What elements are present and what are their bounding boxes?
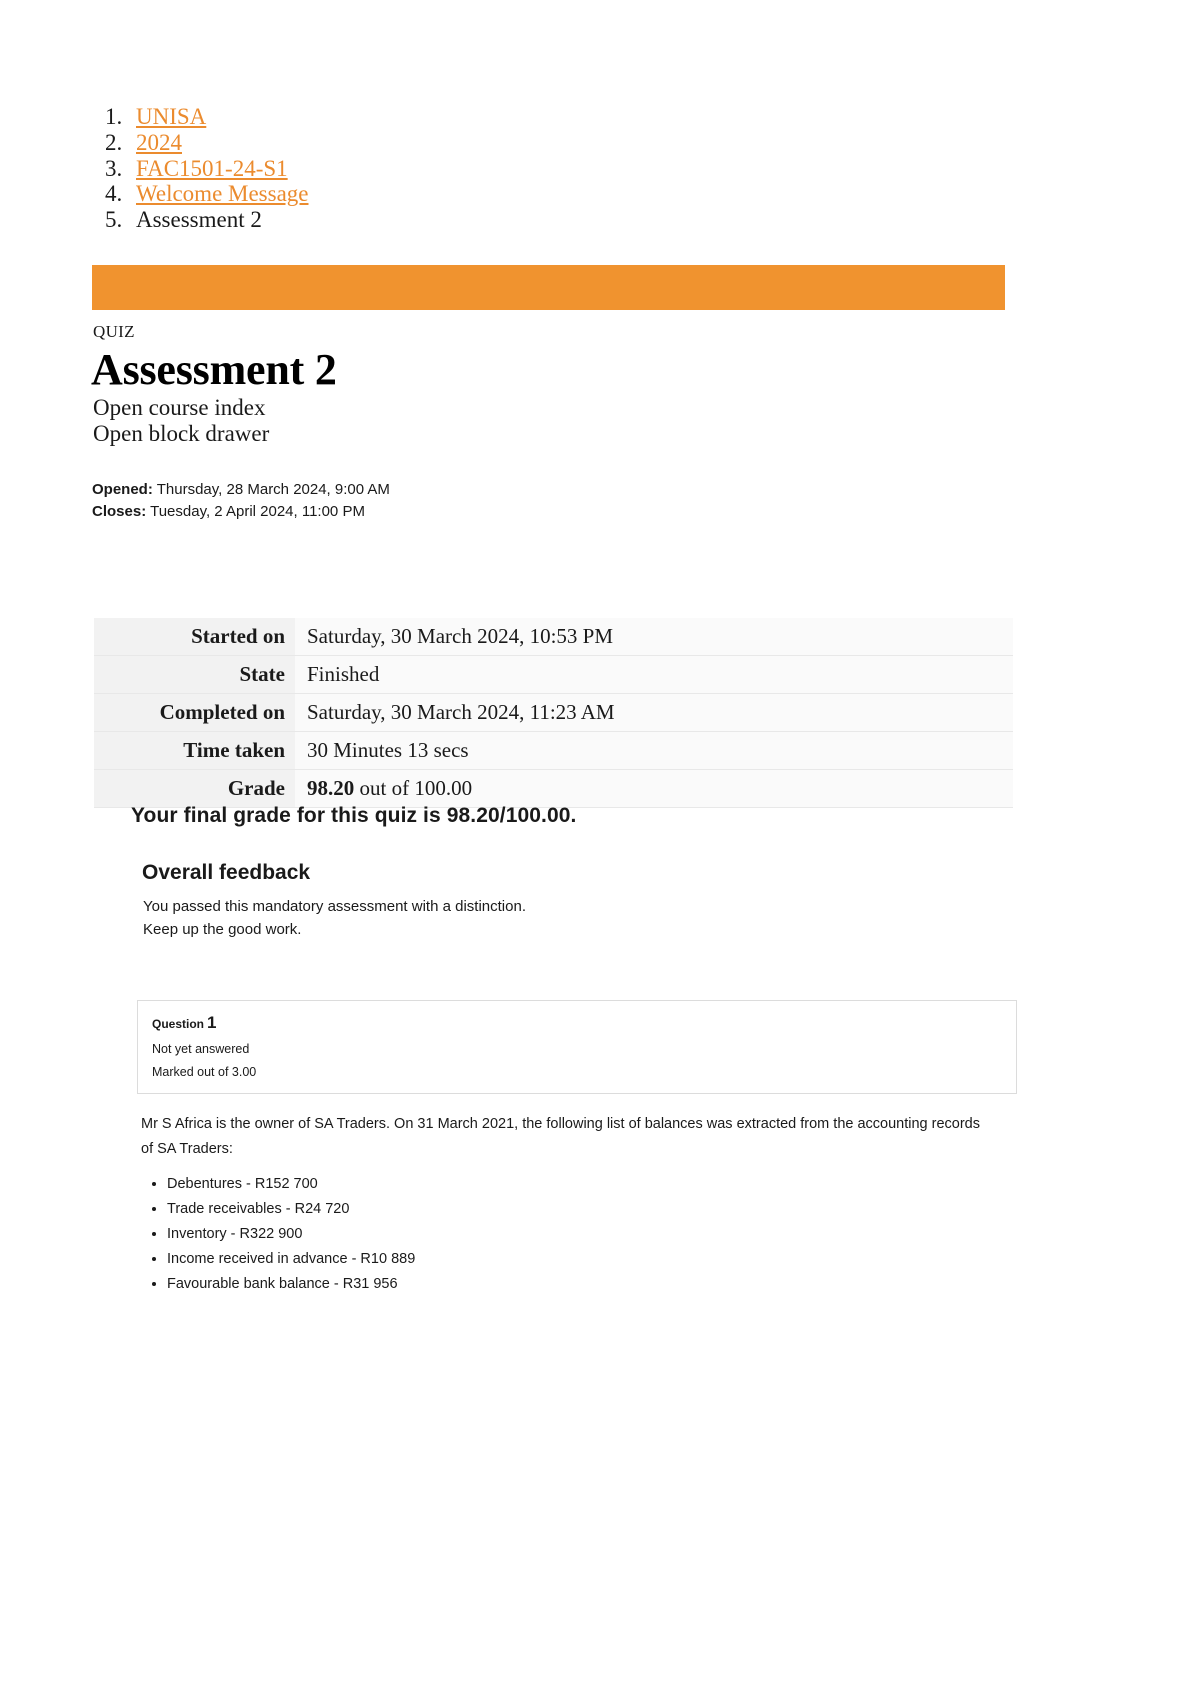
quiz-opened-label: Opened:	[92, 481, 153, 498]
table-row	[94, 770, 1013, 808]
quiz-closes-label: Closes:	[92, 503, 147, 520]
question-content	[141, 1112, 991, 1299]
breadcrumb-item-unisa[interactable]	[128, 104, 1012, 130]
table-row	[94, 694, 1013, 732]
question-status: Not yet answered	[152, 1042, 250, 1056]
question-info-box	[137, 1000, 1017, 1094]
table-row	[94, 656, 1013, 694]
quiz-closes-value: Tuesday, 2 April 2024, 11:00 PM	[150, 503, 365, 520]
breadcrumb-link-course[interactable]: FAC1501-24-S1	[136, 155, 288, 181]
summary-value-time-taken: 30 Minutes 13 secs	[295, 732, 1013, 770]
table-row	[94, 732, 1013, 770]
feedback-line: You passed this mandatory assessment with a distinction.	[143, 898, 526, 915]
open-course-index-link[interactable]: Open course index	[93, 395, 266, 420]
open-block-drawer-link[interactable]: Open block drawer	[93, 421, 270, 446]
page-header-banner	[92, 265, 1005, 310]
list-item: • Inventory - R322 900	[167, 1224, 991, 1249]
list-item: • Favourable bank balance - R31 956	[167, 1274, 991, 1299]
summary-value-state: Finished	[295, 656, 1013, 694]
breadcrumb-item-2024[interactable]	[128, 130, 1012, 156]
attempt-summary-table	[94, 618, 1013, 808]
page-title: Assessment 2	[91, 345, 337, 394]
breadcrumb	[92, 104, 1012, 233]
summary-value-started-on: Saturday, 30 March 2024, 10:53 PM	[295, 618, 1013, 656]
breadcrumb-item-course[interactable]	[128, 156, 1012, 182]
quiz-opened-value: Thursday, 28 March 2024, 9:00 AM	[156, 481, 390, 498]
summary-value-completed-on: Saturday, 30 March 2024, 11:23 AM	[295, 694, 1013, 732]
summary-label-completed-on: Completed on	[94, 694, 295, 732]
grade-out-of: out of 100.00	[354, 776, 473, 800]
question-number-line	[152, 1013, 1002, 1033]
summary-label-grade: Grade	[94, 770, 295, 808]
balances-list	[141, 1174, 991, 1299]
summary-label-started-on: Started on	[94, 618, 295, 656]
breadcrumb-link-welcome-message[interactable]: Welcome Message	[136, 181, 309, 207]
overall-feedback-body	[143, 896, 526, 941]
list-item: • Debentures - R152 700	[167, 1174, 991, 1199]
feedback-line: Keep up the good work.	[143, 920, 302, 938]
question-number-label: Question	[152, 1017, 205, 1031]
summary-label-time-taken: Time taken	[94, 732, 295, 770]
grade-score: 98.20	[307, 776, 355, 800]
breadcrumb-link-2024[interactable]: 2024	[136, 129, 182, 155]
activity-type-label: QUIZ	[93, 322, 135, 341]
quiz-availability-dates	[92, 479, 390, 523]
summary-value-grade	[295, 770, 1013, 808]
breadcrumb-link-unisa[interactable]: UNISA	[136, 104, 207, 129]
quiz-closes-row	[92, 501, 390, 523]
breadcrumb-item-welcome-message[interactable]	[128, 181, 1012, 207]
question-stem: Mr S Africa is the owner of SA Traders. On 31 March 2021, the following list of balances was extracted from the accounting records of SA Traders:	[141, 1116, 980, 1157]
table-row	[94, 618, 1013, 656]
quiz-opened-row	[92, 479, 390, 501]
summary-label-state: State	[94, 656, 295, 694]
breadcrumb-current-page: Assessment 2	[136, 207, 262, 233]
final-grade-statement: Your final grade for this quiz is 98.20/100.00.	[131, 804, 577, 827]
breadcrumb-list	[92, 104, 1012, 233]
list-item: • Income received in advance - R10 889	[167, 1249, 991, 1274]
question-number-value: 1	[207, 1013, 217, 1032]
overall-feedback-heading: Overall feedback	[142, 861, 311, 884]
question-marks: Marked out of 3.00	[152, 1065, 257, 1079]
list-item: • Trade receivables - R24 720	[167, 1199, 991, 1224]
breadcrumb-item-assessment-2	[128, 207, 1012, 233]
